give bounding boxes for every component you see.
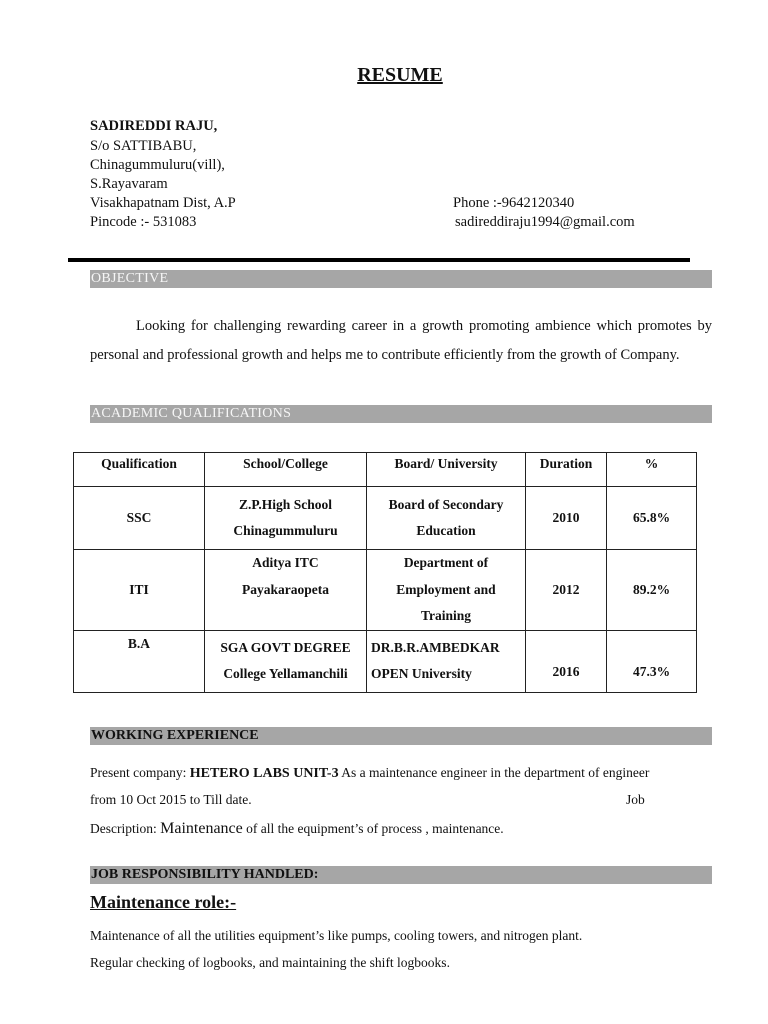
objective-heading: OBJECTIVE [90, 270, 712, 288]
cell-school [205, 550, 367, 631]
description-text: of all the equipment’s of process , maintenance. [246, 821, 504, 836]
board-line: OPEN University [371, 666, 472, 681]
cell-school [205, 487, 367, 550]
cell-qualification: B.A [74, 630, 205, 692]
board-line: Department of [403, 555, 489, 570]
cell-qualification: SSC [74, 487, 205, 550]
job-word: Job [626, 792, 645, 807]
cell-board [367, 487, 526, 550]
district: Visakhapatnam Dist, A.P [90, 195, 236, 211]
school-line: Payakaraopeta [242, 581, 329, 597]
board-line: Training [420, 608, 471, 623]
objective-text [90, 312, 712, 369]
school-line: Aditya ITC [252, 555, 319, 570]
responsibility-item: Maintenance of all the utilities equipment’s like pumps, cooling towers, and nitrogen plant. [90, 928, 583, 943]
board-line: Employment and [396, 581, 496, 597]
cell-board [367, 630, 526, 692]
phone: Phone :-9642120340 [453, 195, 575, 211]
cell-duration: 2012 [526, 550, 607, 631]
father-name: S/o SATTIBABU, [90, 138, 197, 154]
company-label: Present company: [90, 765, 187, 780]
company-line [90, 765, 649, 782]
header-divider [68, 258, 690, 262]
company-name: HETERO LABS UNIT-3 [189, 766, 339, 781]
header-board: Board/ University [367, 453, 526, 487]
table-row [74, 550, 697, 631]
description-bold: Maintenance [160, 820, 243, 837]
school-line: Z.P.High School [239, 496, 332, 512]
academic-heading: ACADEMIC QUALIFICATIONS [90, 405, 712, 423]
company-role: As a maintenance engineer in the department of engineer [341, 765, 650, 780]
table-row [74, 630, 697, 692]
role-title: Maintenance role:- [90, 892, 237, 912]
cell-duration: 2016 [526, 630, 607, 692]
board-line: Board of Secondary [388, 496, 504, 512]
header-duration: Duration [526, 453, 607, 487]
tenure: from 10 Oct 2015 to Till date. [90, 792, 252, 807]
header-percent: % [607, 453, 697, 487]
responsibility-item: Regular checking of logbooks, and maintaining the shift logbooks. [90, 955, 450, 970]
school-line: Chinagummuluru [233, 523, 338, 538]
experience-heading: WORKING EXPERIENCE [90, 727, 712, 745]
objective-body: Looking for challenging rewarding career in a growth promoting ambience which promotes by personal and professional growth and helps me to contribute efficiently from the growth of Company. [90, 318, 712, 363]
cell-percent: 47.3% [607, 630, 697, 692]
header-qualification: Qualification [74, 453, 205, 487]
cell-duration: 2010 [526, 487, 607, 550]
mandal: S.Rayavaram [90, 176, 168, 192]
table-row [74, 487, 697, 550]
cell-percent: 89.2% [607, 550, 697, 631]
email: sadireddiraju1994@gmail.com [455, 214, 635, 230]
resume-title: RESUME [357, 64, 443, 86]
village: Chinagummuluru(vill), [90, 157, 225, 173]
cell-percent: 65.8% [607, 487, 697, 550]
header-school: School/College [205, 453, 367, 487]
school-line: SGA GOVT DEGREE [220, 639, 351, 655]
board-line: DR.B.R.AMBEDKAR [371, 639, 500, 655]
description-label: Description: [90, 821, 157, 836]
pincode: Pincode :- 531083 [90, 214, 197, 230]
school-line: College Yellamanchili [223, 666, 348, 681]
cell-board [367, 550, 526, 631]
board-line: Education [416, 523, 476, 538]
candidate-name: SADIREDDI RAJU, [90, 118, 218, 134]
table-header-row [74, 453, 697, 487]
description-line [90, 820, 504, 838]
cell-qualification: ITI [74, 550, 205, 631]
qualifications-table [73, 452, 697, 693]
cell-school [205, 630, 367, 692]
responsibility-heading: JOB RESPONSIBILITY HANDLED: [90, 866, 712, 884]
